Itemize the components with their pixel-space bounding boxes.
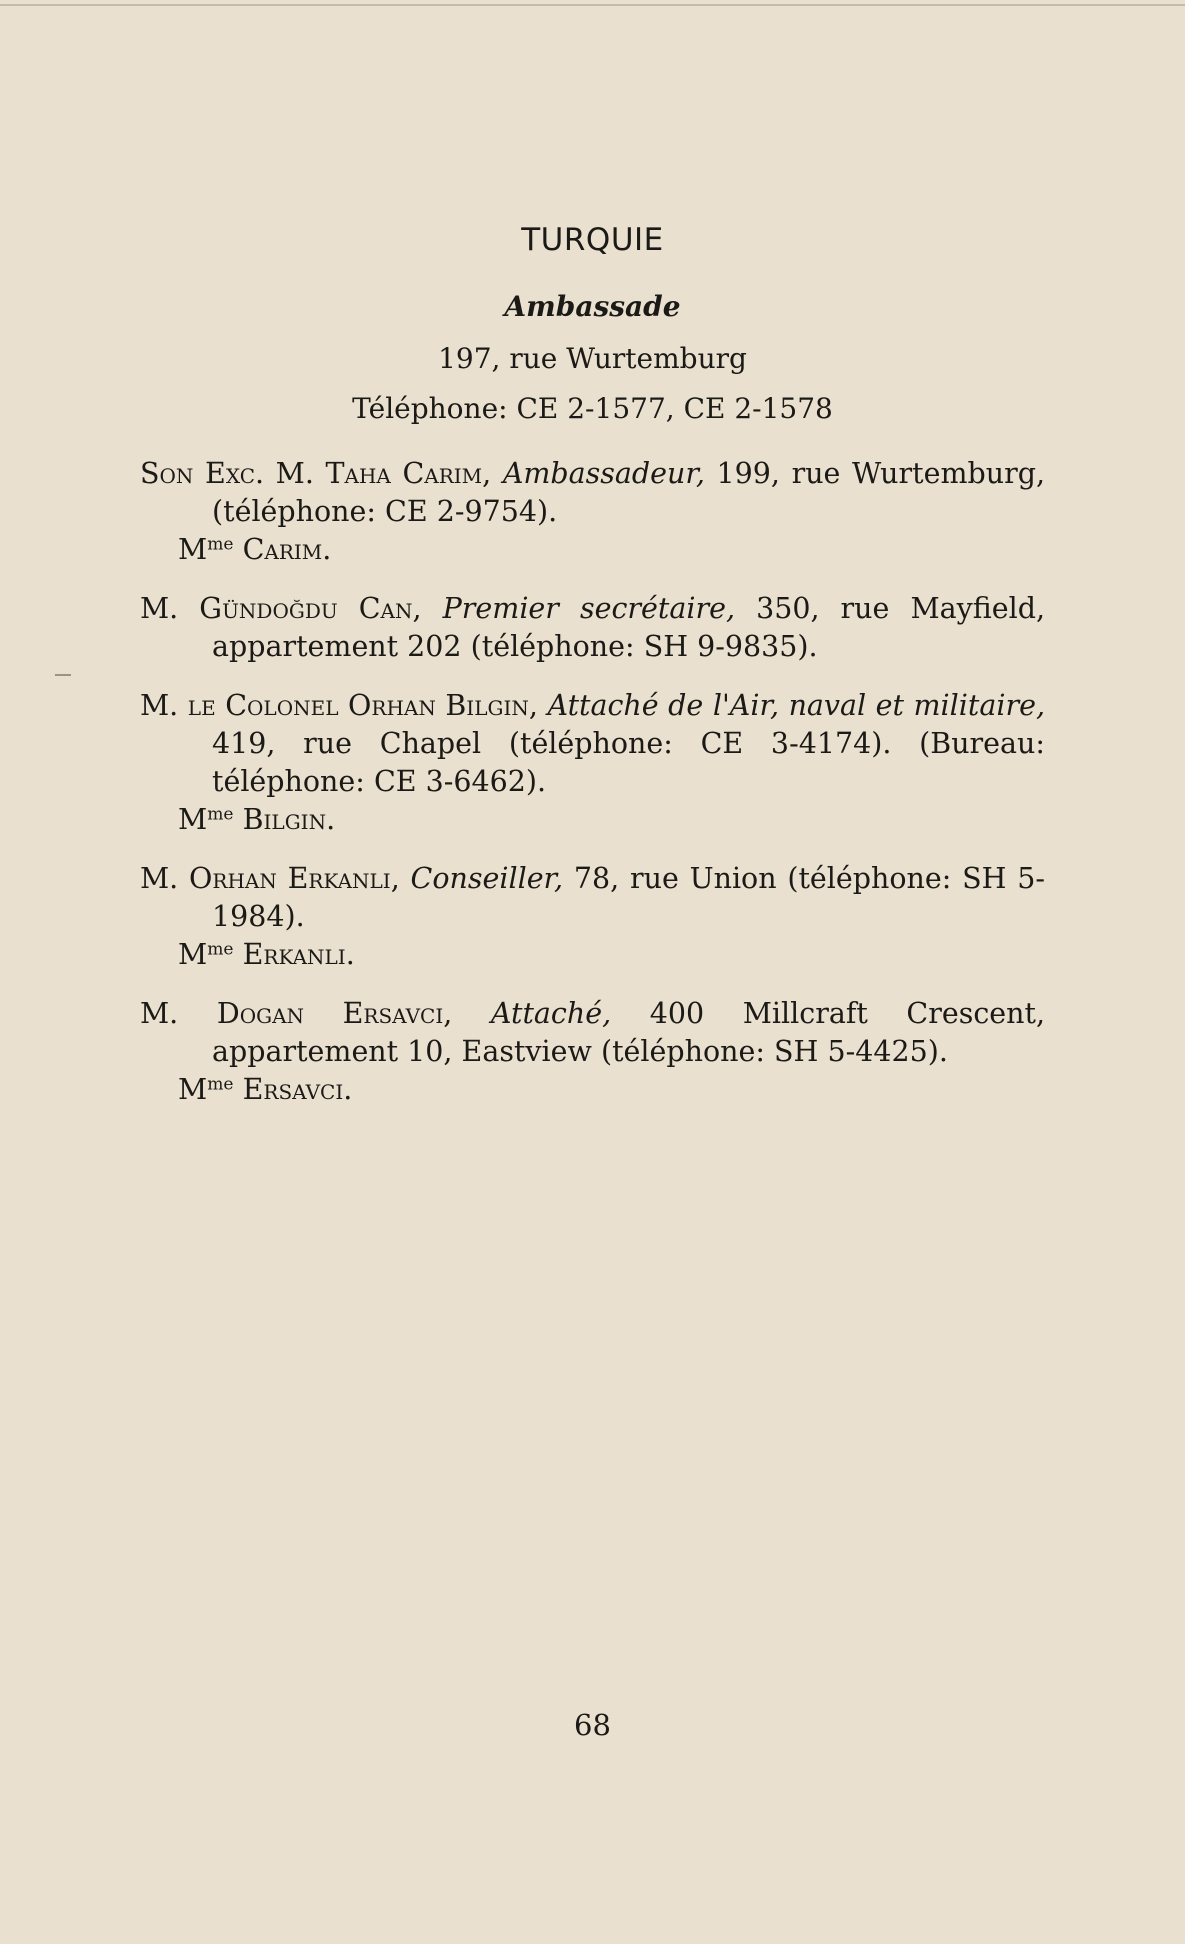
page-top-edge [0,4,1185,6]
entry-prefix: M. [140,997,179,1030]
margin-mark [55,674,71,676]
spouse-prefix-sup: me [207,939,234,960]
country-heading: TURQUIE [521,222,664,258]
spouse-prefix-sup: me [207,804,234,825]
entry-title: Attaché de l'Air, naval et militaire, [547,689,1046,722]
staff-entry [140,860,1045,974]
entry-details: 419, rue Chapel (téléphone: CE 3-4174). (Bureau: téléphone: CE 3-6462). [212,727,1045,798]
entry-prefix: Son Exc. M. [140,457,314,490]
entry-details: 350, rue Mayfield, appartement 202 (téléphone: SH 9-9835). [212,592,1046,663]
entry-prefix: M. [140,862,179,895]
entry-title: Conseiller, [410,862,564,895]
staff-entry [140,687,1045,839]
entry-prefix: M. [140,592,179,625]
spouse-prefix: M [178,938,208,971]
staff-entry-main [140,590,1045,666]
entry-name: le Colonel Orhan Bilgin, [187,689,538,722]
staff-entry-main [140,995,1045,1071]
spouse-name: Carim. [242,533,332,566]
staff-entry-main [140,687,1045,801]
spouse-line [140,801,1045,839]
entry-prefix: M. [140,689,179,722]
spouse-prefix: M [178,533,208,566]
staff-entry [140,995,1045,1109]
spouse-name: Erkanli. [242,938,355,971]
spouse-prefix: M [178,803,208,836]
staff-entry-main [140,455,1045,531]
entry-title: Attaché, [490,997,612,1030]
spouse-line [140,936,1045,974]
staff-entry [140,455,1045,569]
spouse-prefix-sup: me [207,534,234,555]
entry-title: Premier secrétaire, [442,592,736,625]
spouse-line [140,531,1045,569]
spouse-name: Ersavci. [242,1073,353,1106]
staff-list [140,455,1045,1130]
entry-name: Orhan Erkanli, [189,862,400,895]
spouse-name: Bilgin. [242,803,336,836]
entry-details: 400 Millcraft Crescent, appartement 10, Eastview (téléphone: SH 5-4425). [212,997,1046,1068]
page-number: 68 [574,1708,611,1742]
spouse-prefix: M [178,1073,208,1106]
embassy-phone: Téléphone: CE 2-1577, CE 2-1578 [352,392,833,425]
embassy-address: 197, rue Wurtemburg [438,342,747,375]
staff-entry-main [140,860,1045,936]
entry-details: 199, rue Wurtemburg, (téléphone: CE 2-9754). [212,457,1046,528]
section-subtitle: Ambassade [504,290,681,323]
entry-name: Gündoğdu Can, [199,592,422,625]
entry-details: 78, rue Union (téléphone: SH 5-1984). [212,862,1045,933]
entry-name: Dogan Ersavci, [216,997,453,1030]
entry-title: Ambassadeur, [502,457,705,490]
staff-entry [140,590,1045,666]
spouse-line [140,1071,1045,1109]
entry-name: Taha Carim, [325,457,492,490]
spouse-prefix-sup: me [207,1074,234,1095]
